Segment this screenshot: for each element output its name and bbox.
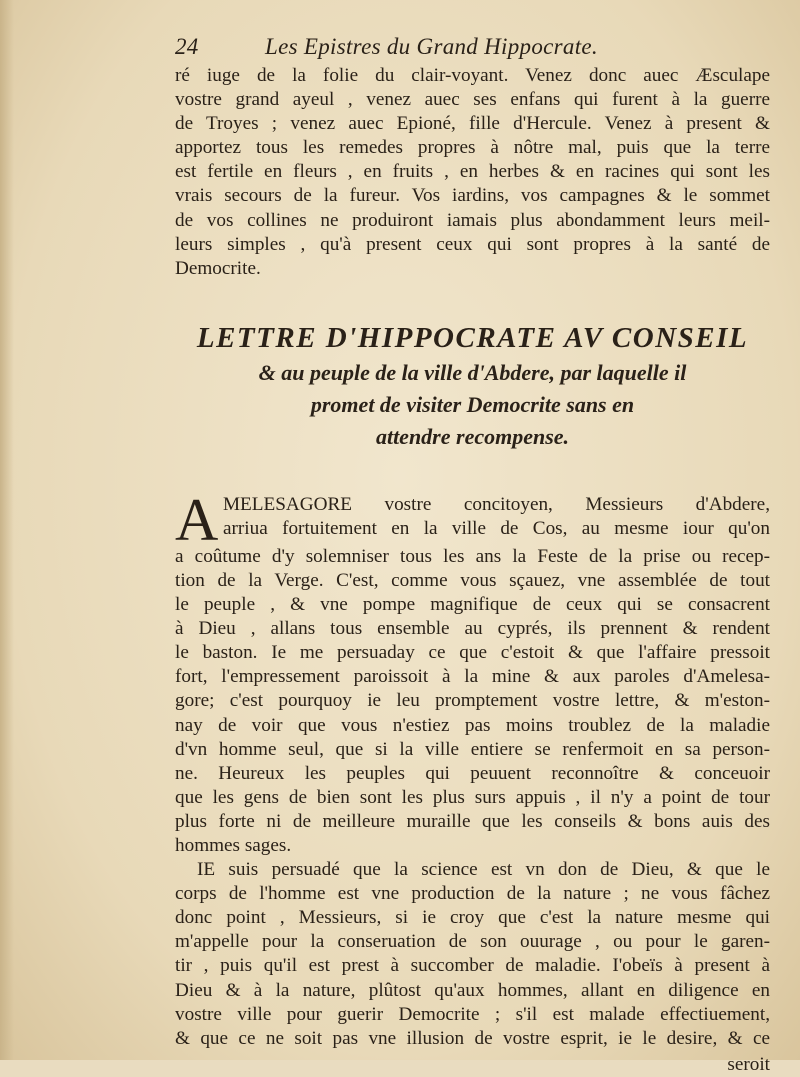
text-line: vostre ville pour guerir Democrite ; s'il est malade effectiuement, xyxy=(175,1003,770,1025)
text-line: leurs simples , qu'à present ceux qui sont propres à la santé de xyxy=(175,233,770,255)
text-line: vrais secours de la fureur. Vos iardins, vos campagnes & le sommet xyxy=(175,185,770,207)
text-line: apportez tous les remedes propres à nôtre mal, puis que la terre xyxy=(175,137,770,159)
text-line: MELESAGORE vostre concitoyen, Messieurs d'Abdere, xyxy=(223,493,770,515)
text-line: est fertile en fleurs , en fruits , en herbes & en racines qui sont les xyxy=(175,161,770,183)
text-line: Democrite. xyxy=(175,257,261,279)
running-title: Les Epistres du Grand Hippocrate. xyxy=(265,34,598,59)
heading-line: promet de visiter Democrite sans en xyxy=(310,391,635,417)
text-line: ne. Heureux les peuples qui peuuent reconnoître & conceuoir xyxy=(175,762,770,784)
text-line: IE suis persuadé que la science est vn don de Dieu, & que le xyxy=(197,859,770,881)
text-line: que les gens de bien sont les plus surs appuis , il n'y a point de tour xyxy=(175,786,770,808)
text-line: donc point , Messieurs, si ie croy que c'est la nature mesme qui xyxy=(175,907,770,929)
text-line: fort, l'empressement paroissoit à la mine & aux paroles d'Amelesa- xyxy=(175,666,770,688)
page-number: 24 xyxy=(175,34,199,59)
text-line: à Dieu , allans tous ensemble au cyprés, ils prennent & rendent xyxy=(175,618,770,640)
paragraph-1 xyxy=(175,64,770,281)
text-line: a coûtume d'y solemniser tous les ans la Feste de la prise ou recep- xyxy=(175,545,770,567)
heading-line: attendre recompense. xyxy=(375,423,570,449)
page-gutter-shadow xyxy=(0,0,14,1060)
drop-capital: A xyxy=(175,486,219,553)
heading-line: LETTRE D'HIPPOCRATE AV CONSEIL xyxy=(196,321,749,354)
paragraph-3 xyxy=(175,858,770,1077)
text-line: vostre grand ayeul , venez auec ses enfans qui furent à la guerre xyxy=(175,89,770,111)
text-line: tir , puis qu'il est prest à succomber de maladie. I'obeïs à present à xyxy=(175,955,770,977)
text-line: arriua fortuitement en la ville de Cos, au mesme iour qu'on xyxy=(223,517,770,539)
text-line: corps de l'homme est vne production de la nature ; ne vous fâchez xyxy=(175,883,770,905)
text-line: le peuple , & vne pompe magnifique de ceux qui se consacrent xyxy=(175,594,770,616)
text-line: d'vn homme seul, que si la ville entiere se renfermoit en sa person- xyxy=(175,738,770,760)
text-line: Dieu & à la nature, plûtost qu'aux hommes, allant en diligence en xyxy=(175,979,770,1001)
running-head xyxy=(175,34,770,64)
text-line: nay de voir que vous n'estiez pas moins troublez de la maladie xyxy=(175,714,770,736)
text-line: ré iuge de la folie du clair-voyant. Venez donc auec Æsculape xyxy=(175,65,770,86)
text-line: & que ce ne soit pas vne illusion de vostre esprit, ie le desire, & ce xyxy=(175,1027,770,1049)
heading-line: & au peuple de la ville d'Abdere, par laquelle il xyxy=(258,359,687,385)
paragraph-2 xyxy=(175,486,770,858)
dropcap-block xyxy=(175,486,770,553)
text-line: m'appelle pour la conseruation de son ouurage , ou pour le garen- xyxy=(175,931,770,953)
letter-heading xyxy=(175,319,770,453)
text-line: de vos collines ne produiront iamais plus abondamment leurs meil- xyxy=(175,209,770,231)
text-line: gore; c'est pourquoy ie leu promptement vostre lettre, & m'eston- xyxy=(175,690,770,712)
catchword: seroit xyxy=(727,1053,770,1075)
text-line: le baston. Ie me persuaday ce que c'estoit & que l'affaire pressoit xyxy=(175,642,770,664)
text-line: plus forte ni de meilleure muraille que les conseils & bons auis des xyxy=(175,810,770,832)
text-line: de Troyes ; venez auec Epioné, fille d'Hercule. Venez à present & xyxy=(175,113,770,135)
text-line: tion de la Verge. C'est, comme vous sçauez, vne assemblée de tout xyxy=(175,569,770,591)
text-line: hommes sages. xyxy=(175,834,292,856)
